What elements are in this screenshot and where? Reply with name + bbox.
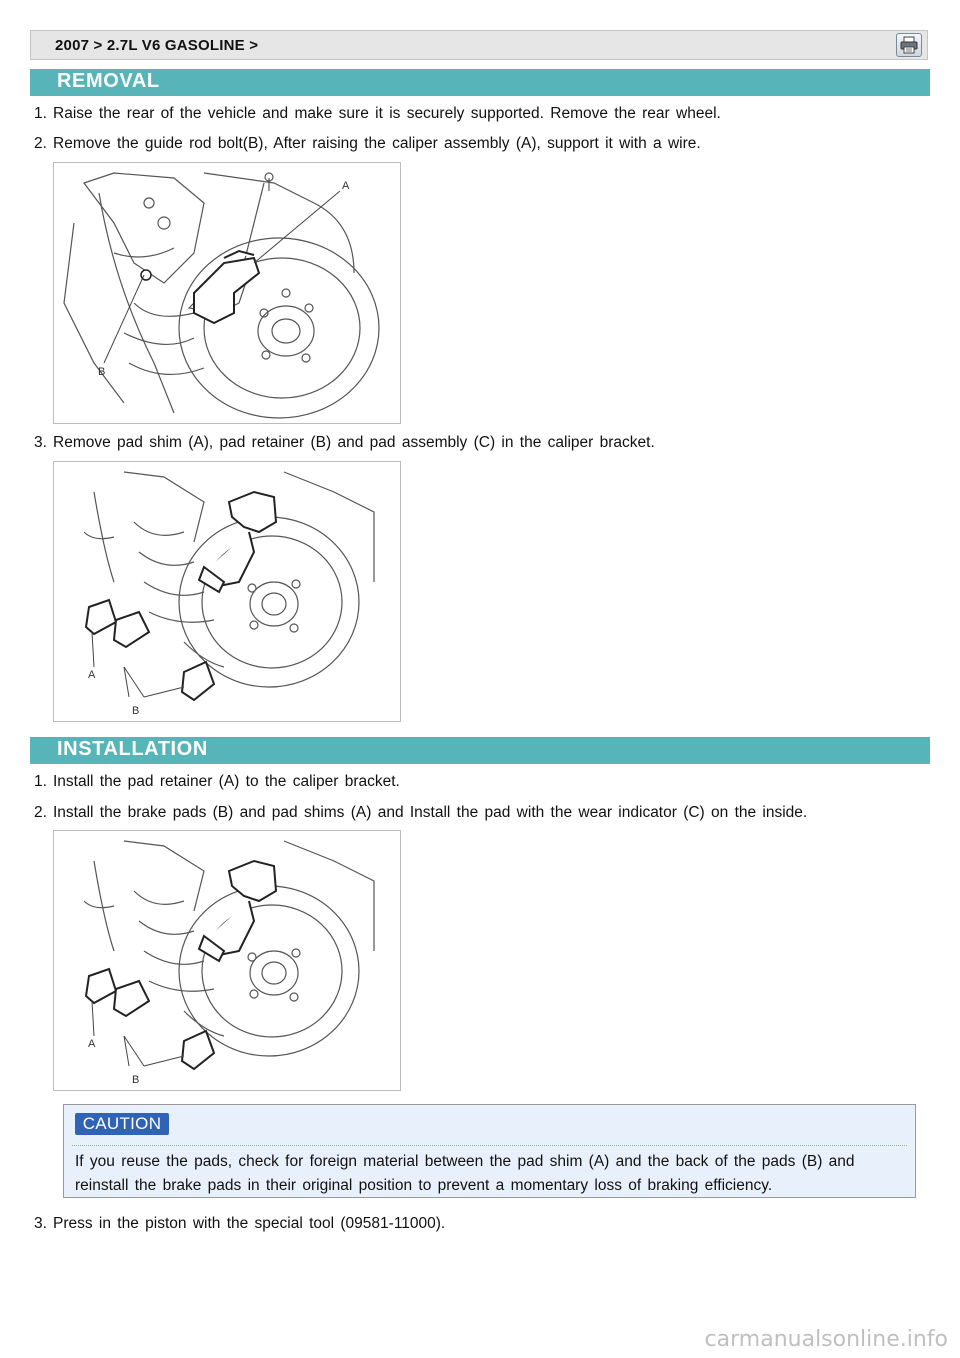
breadcrumb xyxy=(30,30,928,60)
caution-divider xyxy=(72,1145,907,1146)
print-button[interactable] xyxy=(896,33,922,57)
figure-pad-removal xyxy=(53,461,401,722)
figure-label-b: B xyxy=(132,705,140,717)
caution-text: If you reuse the pads, check for foreign material between the pad shim (A) and the back of the pads (B) and reinstall the brake pads in their original position to prevent a momentary loss of braking efficiency. xyxy=(75,1153,855,1194)
figure-label-a: A xyxy=(342,180,350,192)
figure-label-a: A xyxy=(88,669,96,681)
figure-label-a: A xyxy=(88,1038,96,1050)
installation-step-1: 1. Install the pad retainer (A) to the caliper bracket. xyxy=(34,773,400,790)
section-header-installation xyxy=(30,737,930,764)
caution-box xyxy=(63,1104,916,1198)
section-title: REMOVAL xyxy=(57,70,160,92)
section-title: INSTALLATION xyxy=(57,738,208,760)
caution-badge: CAUTION xyxy=(75,1113,169,1135)
figure-caliper-removal xyxy=(53,162,401,424)
breadcrumb-text: 2007 > 2.7L V6 GASOLINE > xyxy=(55,37,259,54)
figure-label-b: B xyxy=(98,366,106,378)
section-header-removal xyxy=(30,69,930,96)
installation-step-2: 2. Install the brake pads (B) and pad shims (A) and Install the pad with the wear indicator (C) on the inside. xyxy=(34,804,808,821)
installation-step-3: 3. Press in the piston with the special tool (09581-11000). xyxy=(34,1215,446,1232)
figure-label-b: B xyxy=(132,1074,140,1086)
removal-step-2: 2. Remove the guide rod bolt(B), After raising the caliper assembly (A), support it with a wire. xyxy=(34,135,701,152)
watermark: carmanualsonline.info xyxy=(704,1327,948,1352)
removal-step-3: 3. Remove pad shim (A), pad retainer (B) and pad assembly (C) in the caliper bracket. xyxy=(34,434,655,451)
removal-step-1: 1. Raise the rear of the vehicle and make sure it is securely supported. Remove the rear wheel. xyxy=(34,105,721,122)
figure-pad-installation xyxy=(53,830,401,1091)
printer-icon xyxy=(900,36,918,54)
